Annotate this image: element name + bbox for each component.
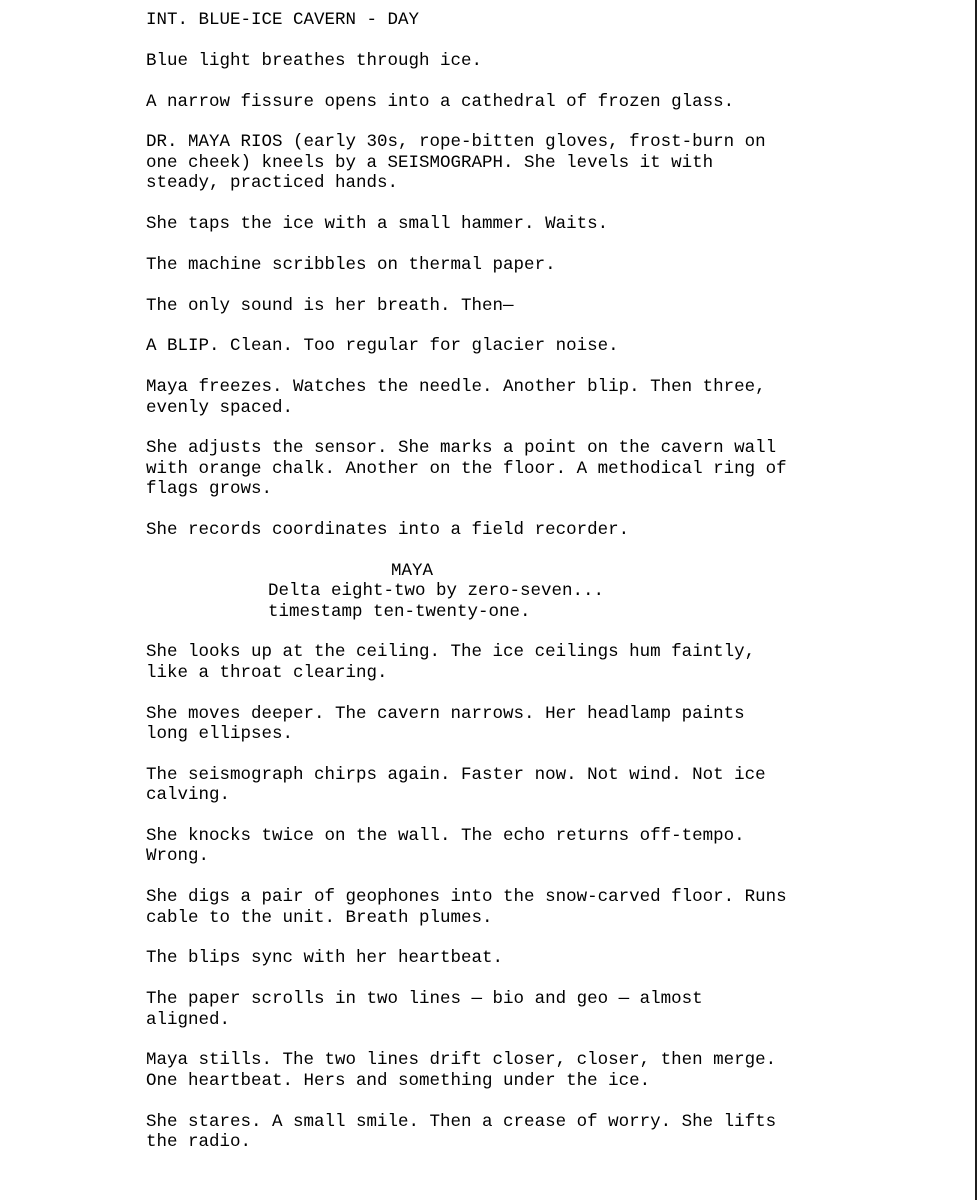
action-line: The seismograph chirps again. Faster now. Not wind. Not ice calving.	[146, 764, 766, 806]
action-line: The paper scrolls in two lines — bio and geo — almost aligned.	[146, 989, 703, 1030]
action-line: She records coordinates into a field recorder.	[146, 520, 630, 540]
action-line: Maya stills. The two lines drift closer, closer, then merge. One heartbeat. Hers and something under the ice.	[146, 1050, 777, 1091]
action-line: She adjusts the sensor. She marks a point on the cavern wall with orange chalk. Another on the floor. A methodical ring of flags grows.	[146, 438, 787, 500]
dialogue-block	[146, 561, 946, 622]
action-line: A BLIP. Clean. Too regular for glacier noise.	[146, 336, 619, 357]
action-line: She taps the ice with a small hammer. Waits.	[146, 214, 609, 234]
action-line: DR. MAYA RIOS (early 30s, rope-bitten gloves, frost-burn on one cheek) kneels by a SEISMOGRAPH. She levels it with steady, practiced hands.	[146, 132, 766, 194]
screenplay-body	[146, 10, 946, 1173]
dialogue-line: Delta eight-two by zero-seven...	[268, 581, 605, 602]
action-line: She knocks twice on the wall. The echo returns off-tempo. Wrong.	[146, 826, 745, 867]
action-line: She moves deeper. The cavern narrows. Her headlamp paints long ellipses.	[146, 703, 745, 745]
scene-heading: INT. BLUE-ICE CAVERN - DAY	[146, 10, 420, 30]
page-edge-divider	[975, 0, 977, 1200]
action-line: The machine scribbles on thermal paper.	[146, 254, 556, 275]
action-line: Blue light breathes through ice.	[146, 50, 483, 71]
action-line: Maya freezes. Watches the needle. Another blip. Then three, evenly spaced.	[146, 377, 766, 418]
action-line: A narrow fissure opens into a cathedral of frozen glass.	[146, 91, 735, 112]
action-line: She digs a pair of geophones into the snow-carved floor. Runs cable to the unit. Breath plumes.	[146, 887, 787, 928]
character-name: MAYA	[391, 560, 434, 581]
action-line: She stares. A small smile. Then a crease of worry. She lifts the radio.	[146, 1111, 777, 1153]
action-line: She looks up at the ceiling. The ice ceilings hum faintly, like a throat clearing.	[146, 642, 756, 683]
action-line: The blips sync with her heartbeat.	[146, 948, 504, 969]
action-line: The only sound is her breath. Then—	[146, 295, 514, 316]
dialogue-line: timestamp ten-twenty-one.	[268, 601, 531, 622]
